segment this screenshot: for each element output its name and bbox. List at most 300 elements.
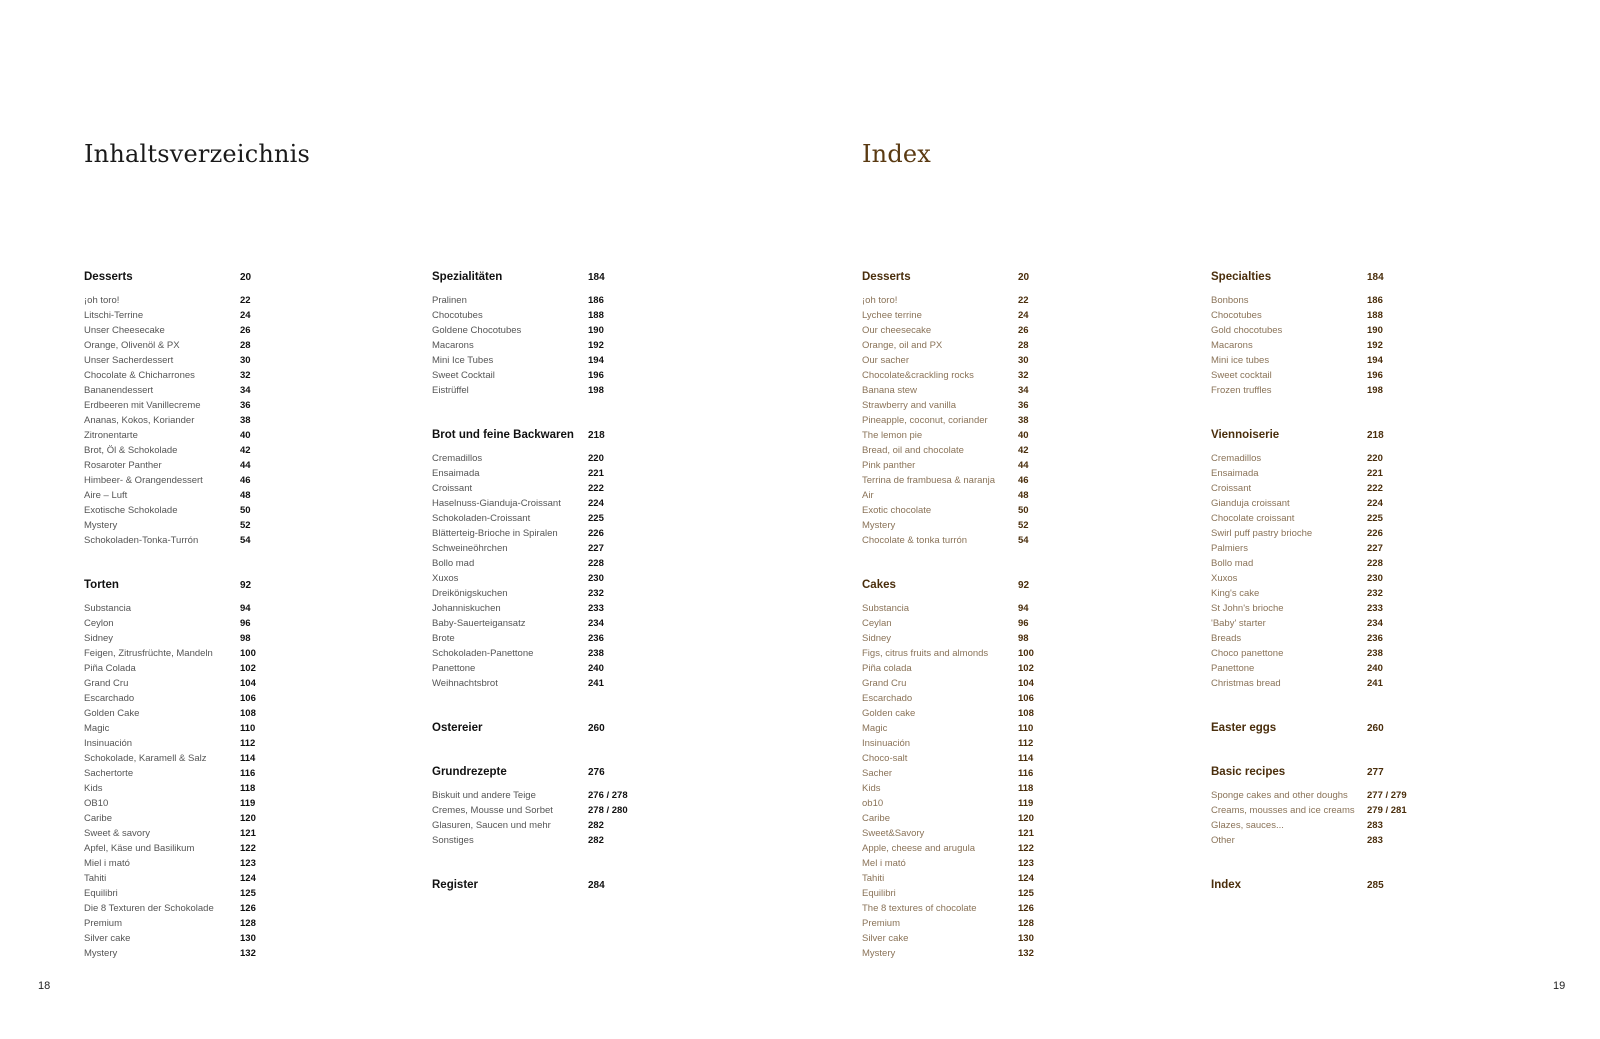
toc-entry <box>84 946 344 961</box>
entry-page: 34 <box>1018 385 1029 396</box>
entry-title: Haselnuss-Gianduja-Croissant <box>432 498 561 509</box>
entry-title: Magic <box>862 723 888 734</box>
entry-page: 104 <box>240 678 256 689</box>
entry-title: Xuxos <box>1211 573 1238 584</box>
entry-title: Sidney <box>84 633 114 644</box>
toc-entry <box>432 466 692 481</box>
entry-title: Pink panther <box>862 460 916 471</box>
entry-page: 30 <box>1018 355 1029 366</box>
entry-title: Sidney <box>862 633 892 644</box>
toc-entry <box>84 676 344 691</box>
toc-entry <box>1211 601 1471 616</box>
entry-title: Mini Ice Tubes <box>432 355 494 366</box>
toc-section <box>432 765 692 848</box>
toc-entry <box>862 488 1122 503</box>
toc-entry <box>84 826 344 841</box>
toc-section <box>862 270 1122 548</box>
entry-title: Bollo mad <box>1211 558 1254 569</box>
toc-entry <box>1211 511 1471 526</box>
toc-entry <box>1211 833 1471 848</box>
toc-entry <box>862 368 1122 383</box>
entry-page: 108 <box>1018 708 1034 719</box>
toc-entry <box>862 676 1122 691</box>
entry-page: 54 <box>240 535 251 546</box>
toc-entry <box>432 323 692 338</box>
entry-page: 28 <box>1018 340 1029 351</box>
entry-title: Chocolate & Chicharrones <box>84 370 195 381</box>
entry-title: Caribe <box>862 813 890 824</box>
entry-title: Caribe <box>84 813 112 824</box>
entry-page: 233 <box>588 603 604 614</box>
toc-entry <box>1211 466 1471 481</box>
entry-page: 112 <box>1018 738 1034 749</box>
section-title: Basic recipes <box>1211 766 1286 778</box>
toc-entry <box>84 796 344 811</box>
entry-page: 276 / 278 <box>588 790 628 801</box>
entry-title: Dreikönigskuchen <box>432 588 508 599</box>
entry-title: Cremadillos <box>1211 453 1262 464</box>
entry-page: 96 <box>1018 618 1029 629</box>
section-title: Viennoiserie <box>1211 429 1280 441</box>
section-heading <box>1211 428 1471 442</box>
entry-title: Panettone <box>1211 663 1255 674</box>
entry-page: 128 <box>240 918 256 929</box>
entry-title: Ensaimada <box>1211 468 1259 479</box>
entry-title: King's cake <box>1211 588 1260 599</box>
entry-title: Breads <box>1211 633 1242 644</box>
entry-page: 279 / 281 <box>1367 805 1407 816</box>
section-heading <box>84 578 344 592</box>
entry-page: 232 <box>1367 588 1383 599</box>
entry-page: 222 <box>588 483 604 494</box>
entry-page: 104 <box>1018 678 1034 689</box>
entry-title: Ceylan <box>862 618 892 629</box>
entry-page: 221 <box>588 468 604 479</box>
entry-title: Unser Cheesecake <box>84 325 165 336</box>
entry-page: 36 <box>1018 400 1029 411</box>
entry-title: Schokoladen-Panettone <box>432 648 534 659</box>
entry-title: Sweet Cocktail <box>432 370 495 381</box>
toc-entry <box>862 811 1122 826</box>
section-heading <box>432 270 692 284</box>
entry-page: 123 <box>240 858 256 869</box>
toc-entry <box>862 931 1122 946</box>
entry-page: 116 <box>1018 768 1034 779</box>
entry-page: 277 / 279 <box>1367 790 1407 801</box>
section-page: 20 <box>240 271 252 283</box>
entry-page: 282 <box>588 820 604 831</box>
entry-title: Chocolate & tonka turrón <box>862 535 968 546</box>
entry-title: The 8 textures of chocolate <box>862 903 977 914</box>
toc-entry <box>84 811 344 826</box>
toc-entry <box>84 323 344 338</box>
entry-title: Sweet cocktail <box>1211 370 1272 381</box>
entry-page: 130 <box>240 933 256 944</box>
toc-entry <box>84 503 344 518</box>
entry-title: Grand Cru <box>862 678 907 689</box>
toc-entry <box>862 458 1122 473</box>
entry-title: Sweet&Savory <box>862 828 925 839</box>
entry-title: Chocotubes <box>432 310 483 321</box>
toc-entry <box>862 383 1122 398</box>
entry-page: 190 <box>1367 325 1383 336</box>
entry-title: Pralinen <box>432 295 467 306</box>
entry-title: Rosaroter Panther <box>84 460 162 471</box>
entry-title: Chocolate&crackling rocks <box>862 370 974 381</box>
entry-page: 102 <box>240 663 256 674</box>
section-page: 260 <box>1367 722 1384 734</box>
entry-title: Gold chocotubes <box>1211 325 1283 336</box>
entry-title: Mystery <box>862 948 896 959</box>
entry-page: 192 <box>1367 340 1383 351</box>
entry-title: ob10 <box>862 798 884 809</box>
entry-page: 48 <box>1018 490 1029 501</box>
toc-entry <box>1211 293 1471 308</box>
toc-entry <box>862 503 1122 518</box>
entry-title: Choco-salt <box>862 753 908 764</box>
entry-title: Substancia <box>862 603 910 614</box>
toc-entry <box>432 818 692 833</box>
toc-entry <box>862 901 1122 916</box>
entry-page: 22 <box>240 295 251 306</box>
toc-column <box>862 270 1122 991</box>
toc-entry <box>1211 368 1471 383</box>
toc-entry <box>862 518 1122 533</box>
entry-page: 48 <box>240 490 251 501</box>
entry-title: Sponge cakes and other doughs <box>1211 790 1348 801</box>
entry-page: 236 <box>1367 633 1383 644</box>
section-title: Index <box>1211 879 1242 891</box>
toc-entry <box>862 946 1122 961</box>
toc-entry <box>1211 676 1471 691</box>
toc-entry <box>862 308 1122 323</box>
toc-entry <box>432 616 692 631</box>
entry-page: 241 <box>588 678 604 689</box>
section-title: Ostereier <box>432 722 483 734</box>
toc-entry <box>432 586 692 601</box>
entry-title: Apple, cheese and arugula <box>862 843 976 854</box>
entry-title: Silver cake <box>84 933 131 944</box>
entry-page: 236 <box>588 633 604 644</box>
entry-page: 119 <box>1018 798 1034 809</box>
entry-page: 225 <box>1367 513 1383 524</box>
toc-entry <box>862 916 1122 931</box>
toc-entry <box>862 646 1122 661</box>
entry-title: Miel i mató <box>84 858 130 869</box>
entry-page: 94 <box>240 603 251 614</box>
toc-entry <box>862 871 1122 886</box>
entry-title: Air <box>862 490 874 501</box>
section-title: Torten <box>84 579 119 591</box>
entry-title: Escarchado <box>862 693 913 704</box>
entry-title: Sacher <box>862 768 893 779</box>
section-page: 260 <box>588 722 605 734</box>
entry-title: Zitronentarte <box>84 430 138 441</box>
entry-page: 30 <box>240 355 251 366</box>
toc-entry <box>84 736 344 751</box>
entry-page: 38 <box>1018 415 1029 426</box>
toc-section <box>432 270 692 398</box>
section-title: Grundrezepte <box>432 766 507 778</box>
toc-entry <box>862 353 1122 368</box>
entry-page: 198 <box>1367 385 1383 396</box>
entry-page: 44 <box>240 460 251 471</box>
toc-entry <box>432 308 692 323</box>
entry-title: Gianduja croissant <box>1211 498 1290 509</box>
entry-page: 282 <box>588 835 604 846</box>
toc-entry <box>862 413 1122 428</box>
toc-column <box>432 270 692 922</box>
entry-page: 22 <box>1018 295 1029 306</box>
section-heading <box>862 270 1122 284</box>
entry-title: Johanniskuchen <box>432 603 501 614</box>
entry-page: 94 <box>1018 603 1029 614</box>
entry-title: Grand Cru <box>84 678 129 689</box>
entry-page: 114 <box>1018 753 1034 764</box>
toc-entry <box>1211 571 1471 586</box>
entry-title: Choco panettone <box>1211 648 1284 659</box>
toc-entry <box>84 473 344 488</box>
entry-title: Ceylon <box>84 618 114 629</box>
toc-entry <box>1211 383 1471 398</box>
entry-title: Bananendessert <box>84 385 154 396</box>
entry-title: Schokolade, Karamell & Salz <box>84 753 207 764</box>
toc-entry <box>862 886 1122 901</box>
entry-page: 110 <box>240 723 256 734</box>
entry-page: 194 <box>1367 355 1383 366</box>
entry-page: 42 <box>1018 445 1029 456</box>
entry-title: Sonstiges <box>432 835 474 846</box>
section-heading <box>862 578 1122 592</box>
entry-page: 40 <box>240 430 251 441</box>
toc-entry <box>84 488 344 503</box>
entry-title: Exotic chocolate <box>862 505 932 516</box>
entry-page: 240 <box>588 663 604 674</box>
toc-entry <box>84 856 344 871</box>
entry-title: Exotische Schokolade <box>84 505 178 516</box>
entry-title: Orange, Olivenöl & PX <box>84 340 180 351</box>
entry-title: Kids <box>84 783 103 794</box>
entry-title: Schweineöhrchen <box>432 543 508 554</box>
entry-page: 114 <box>240 753 256 764</box>
entry-page: 98 <box>1018 633 1029 644</box>
entry-page: 196 <box>1367 370 1383 381</box>
toc-entry <box>862 616 1122 631</box>
toc-entry <box>84 616 344 631</box>
toc-entry <box>84 721 344 736</box>
entry-page: 102 <box>1018 663 1034 674</box>
entry-page: 122 <box>240 843 256 854</box>
entry-page: 98 <box>240 633 251 644</box>
toc-entry <box>862 766 1122 781</box>
toc-entry <box>432 541 692 556</box>
entry-title: Orange, oil and PX <box>862 340 943 351</box>
entry-page: 122 <box>1018 843 1034 854</box>
entry-page: 234 <box>588 618 604 629</box>
toc-entry <box>862 323 1122 338</box>
entry-title: Our sacher <box>862 355 909 366</box>
toc-entry <box>1211 541 1471 556</box>
entry-title: ¡oh toro! <box>84 295 120 306</box>
toc-entry <box>432 601 692 616</box>
toc-entry <box>1211 556 1471 571</box>
entry-title: Chocolate croissant <box>1211 513 1295 524</box>
entry-title: Macarons <box>1211 340 1253 351</box>
toc-entry <box>1211 661 1471 676</box>
entry-title: Panettone <box>432 663 476 674</box>
toc-entry <box>84 413 344 428</box>
entry-title: Chocotubes <box>1211 310 1262 321</box>
toc-entry <box>432 338 692 353</box>
toc-entry <box>432 353 692 368</box>
entry-title: Christmas bread <box>1211 678 1281 689</box>
entry-title: Goldene Chocotubes <box>432 325 522 336</box>
entry-page: 46 <box>1018 475 1029 486</box>
section-title: Brot und feine Backwaren <box>432 429 574 441</box>
toc-entry <box>1211 646 1471 661</box>
entry-title: Bollo mad <box>432 558 475 569</box>
toc-entry <box>84 398 344 413</box>
entry-page: 32 <box>240 370 251 381</box>
toc-entry <box>432 511 692 526</box>
entry-title: Substancia <box>84 603 132 614</box>
section-page: 277 <box>1367 766 1384 778</box>
toc-section <box>432 721 692 735</box>
entry-title: Baby-Sauerteigansatz <box>432 618 526 629</box>
section-heading <box>432 428 692 442</box>
toc-entry <box>862 751 1122 766</box>
entry-page: 222 <box>1367 483 1383 494</box>
toc-entry <box>84 428 344 443</box>
entry-title: Mystery <box>84 520 118 531</box>
toc-entry <box>84 691 344 706</box>
entry-page: 132 <box>240 948 256 959</box>
toc-entry <box>84 916 344 931</box>
toc-entry <box>1211 481 1471 496</box>
entry-title: Other <box>1211 835 1235 846</box>
toc-entry <box>862 338 1122 353</box>
section-heading <box>432 765 692 779</box>
toc-entry <box>862 428 1122 443</box>
toc-entry <box>84 293 344 308</box>
entry-title: Sweet & savory <box>84 828 150 839</box>
toc-section <box>84 270 344 548</box>
entry-page: 132 <box>1018 948 1034 959</box>
toc-entry <box>862 736 1122 751</box>
entry-title: Brot, Öl & Schokolade <box>84 445 178 456</box>
toc-entry <box>1211 586 1471 601</box>
entry-title: Aire – Luft <box>84 490 128 501</box>
toc-entry <box>432 833 692 848</box>
toc-entry <box>84 518 344 533</box>
toc-entry <box>432 383 692 398</box>
entry-page: 120 <box>240 813 256 824</box>
toc-entry <box>862 721 1122 736</box>
entry-page: 225 <box>588 513 604 524</box>
entry-title: Macarons <box>432 340 474 351</box>
entry-page: 50 <box>1018 505 1029 516</box>
entry-page: 125 <box>1018 888 1034 899</box>
entry-title: Terrina de frambuesa & naranja <box>862 475 996 486</box>
entry-title: Brote <box>432 633 455 644</box>
page-title: Inhaltsverzeichnis <box>84 140 311 168</box>
right-page <box>800 0 1600 1039</box>
entry-title: Mel i mató <box>862 858 906 869</box>
entry-page: 108 <box>240 708 256 719</box>
entry-page: 38 <box>240 415 251 426</box>
entry-page: 227 <box>588 543 604 554</box>
entry-title: Unser Sacherdessert <box>84 355 174 366</box>
toc-entry <box>862 601 1122 616</box>
entry-title: Cremes, Mousse und Sorbet <box>432 805 553 816</box>
entry-title: Mystery <box>84 948 118 959</box>
toc-entry <box>84 751 344 766</box>
entry-page: 40 <box>1018 430 1029 441</box>
entry-page: 119 <box>240 798 256 809</box>
toc-entry <box>84 458 344 473</box>
entry-title: Insinuación <box>84 738 133 749</box>
entry-title: Tahiti <box>84 873 107 884</box>
toc-entry <box>84 931 344 946</box>
entry-title: Glasuren, Saucen und mehr <box>432 820 551 831</box>
toc-entry <box>432 631 692 646</box>
entry-page: 130 <box>1018 933 1034 944</box>
entry-page: 44 <box>1018 460 1029 471</box>
toc-entry <box>862 631 1122 646</box>
entry-title: Escarchado <box>84 693 135 704</box>
toc-entry <box>1211 338 1471 353</box>
entry-page: 233 <box>1367 603 1383 614</box>
entry-page: 24 <box>240 310 251 321</box>
entry-page: 194 <box>588 355 604 366</box>
entry-page: 192 <box>588 340 604 351</box>
entry-title: The lemon pie <box>862 430 923 441</box>
entry-page: 46 <box>240 475 251 486</box>
toc-entry <box>84 901 344 916</box>
entry-page: 190 <box>588 325 604 336</box>
toc-entry <box>432 496 692 511</box>
section-page: 92 <box>1018 579 1030 591</box>
entry-page: 112 <box>240 738 256 749</box>
toc-entry <box>432 368 692 383</box>
section-heading <box>1211 270 1471 284</box>
entry-page: 124 <box>240 873 256 884</box>
entry-page: 28 <box>240 340 251 351</box>
toc-entry <box>84 646 344 661</box>
entry-title: Sachertorte <box>84 768 134 779</box>
section-title: Register <box>432 879 479 891</box>
entry-title: Ensaimada <box>432 468 480 479</box>
section-heading <box>1211 765 1471 779</box>
entry-page: 26 <box>240 325 251 336</box>
entry-title: Strawberry and vanilla <box>862 400 956 411</box>
entry-page: 52 <box>1018 520 1029 531</box>
entry-page: 54 <box>1018 535 1029 546</box>
entry-page: 118 <box>1018 783 1034 794</box>
toc-entry <box>84 766 344 781</box>
entry-title: Banana stew <box>862 385 917 396</box>
entry-page: 283 <box>1367 835 1383 846</box>
toc-entry <box>1211 308 1471 323</box>
entry-title: Croissant <box>432 483 473 494</box>
toc-entry <box>432 293 692 308</box>
section-page: 285 <box>1367 879 1384 891</box>
entry-title: Golden Cake <box>84 708 140 719</box>
entry-page: 121 <box>240 828 256 839</box>
entry-title: Feigen, Zitrusfrüchte, Mandeln <box>84 648 213 659</box>
entry-title: Erdbeeren mit Vanillecreme <box>84 400 201 411</box>
entry-page: 226 <box>588 528 604 539</box>
